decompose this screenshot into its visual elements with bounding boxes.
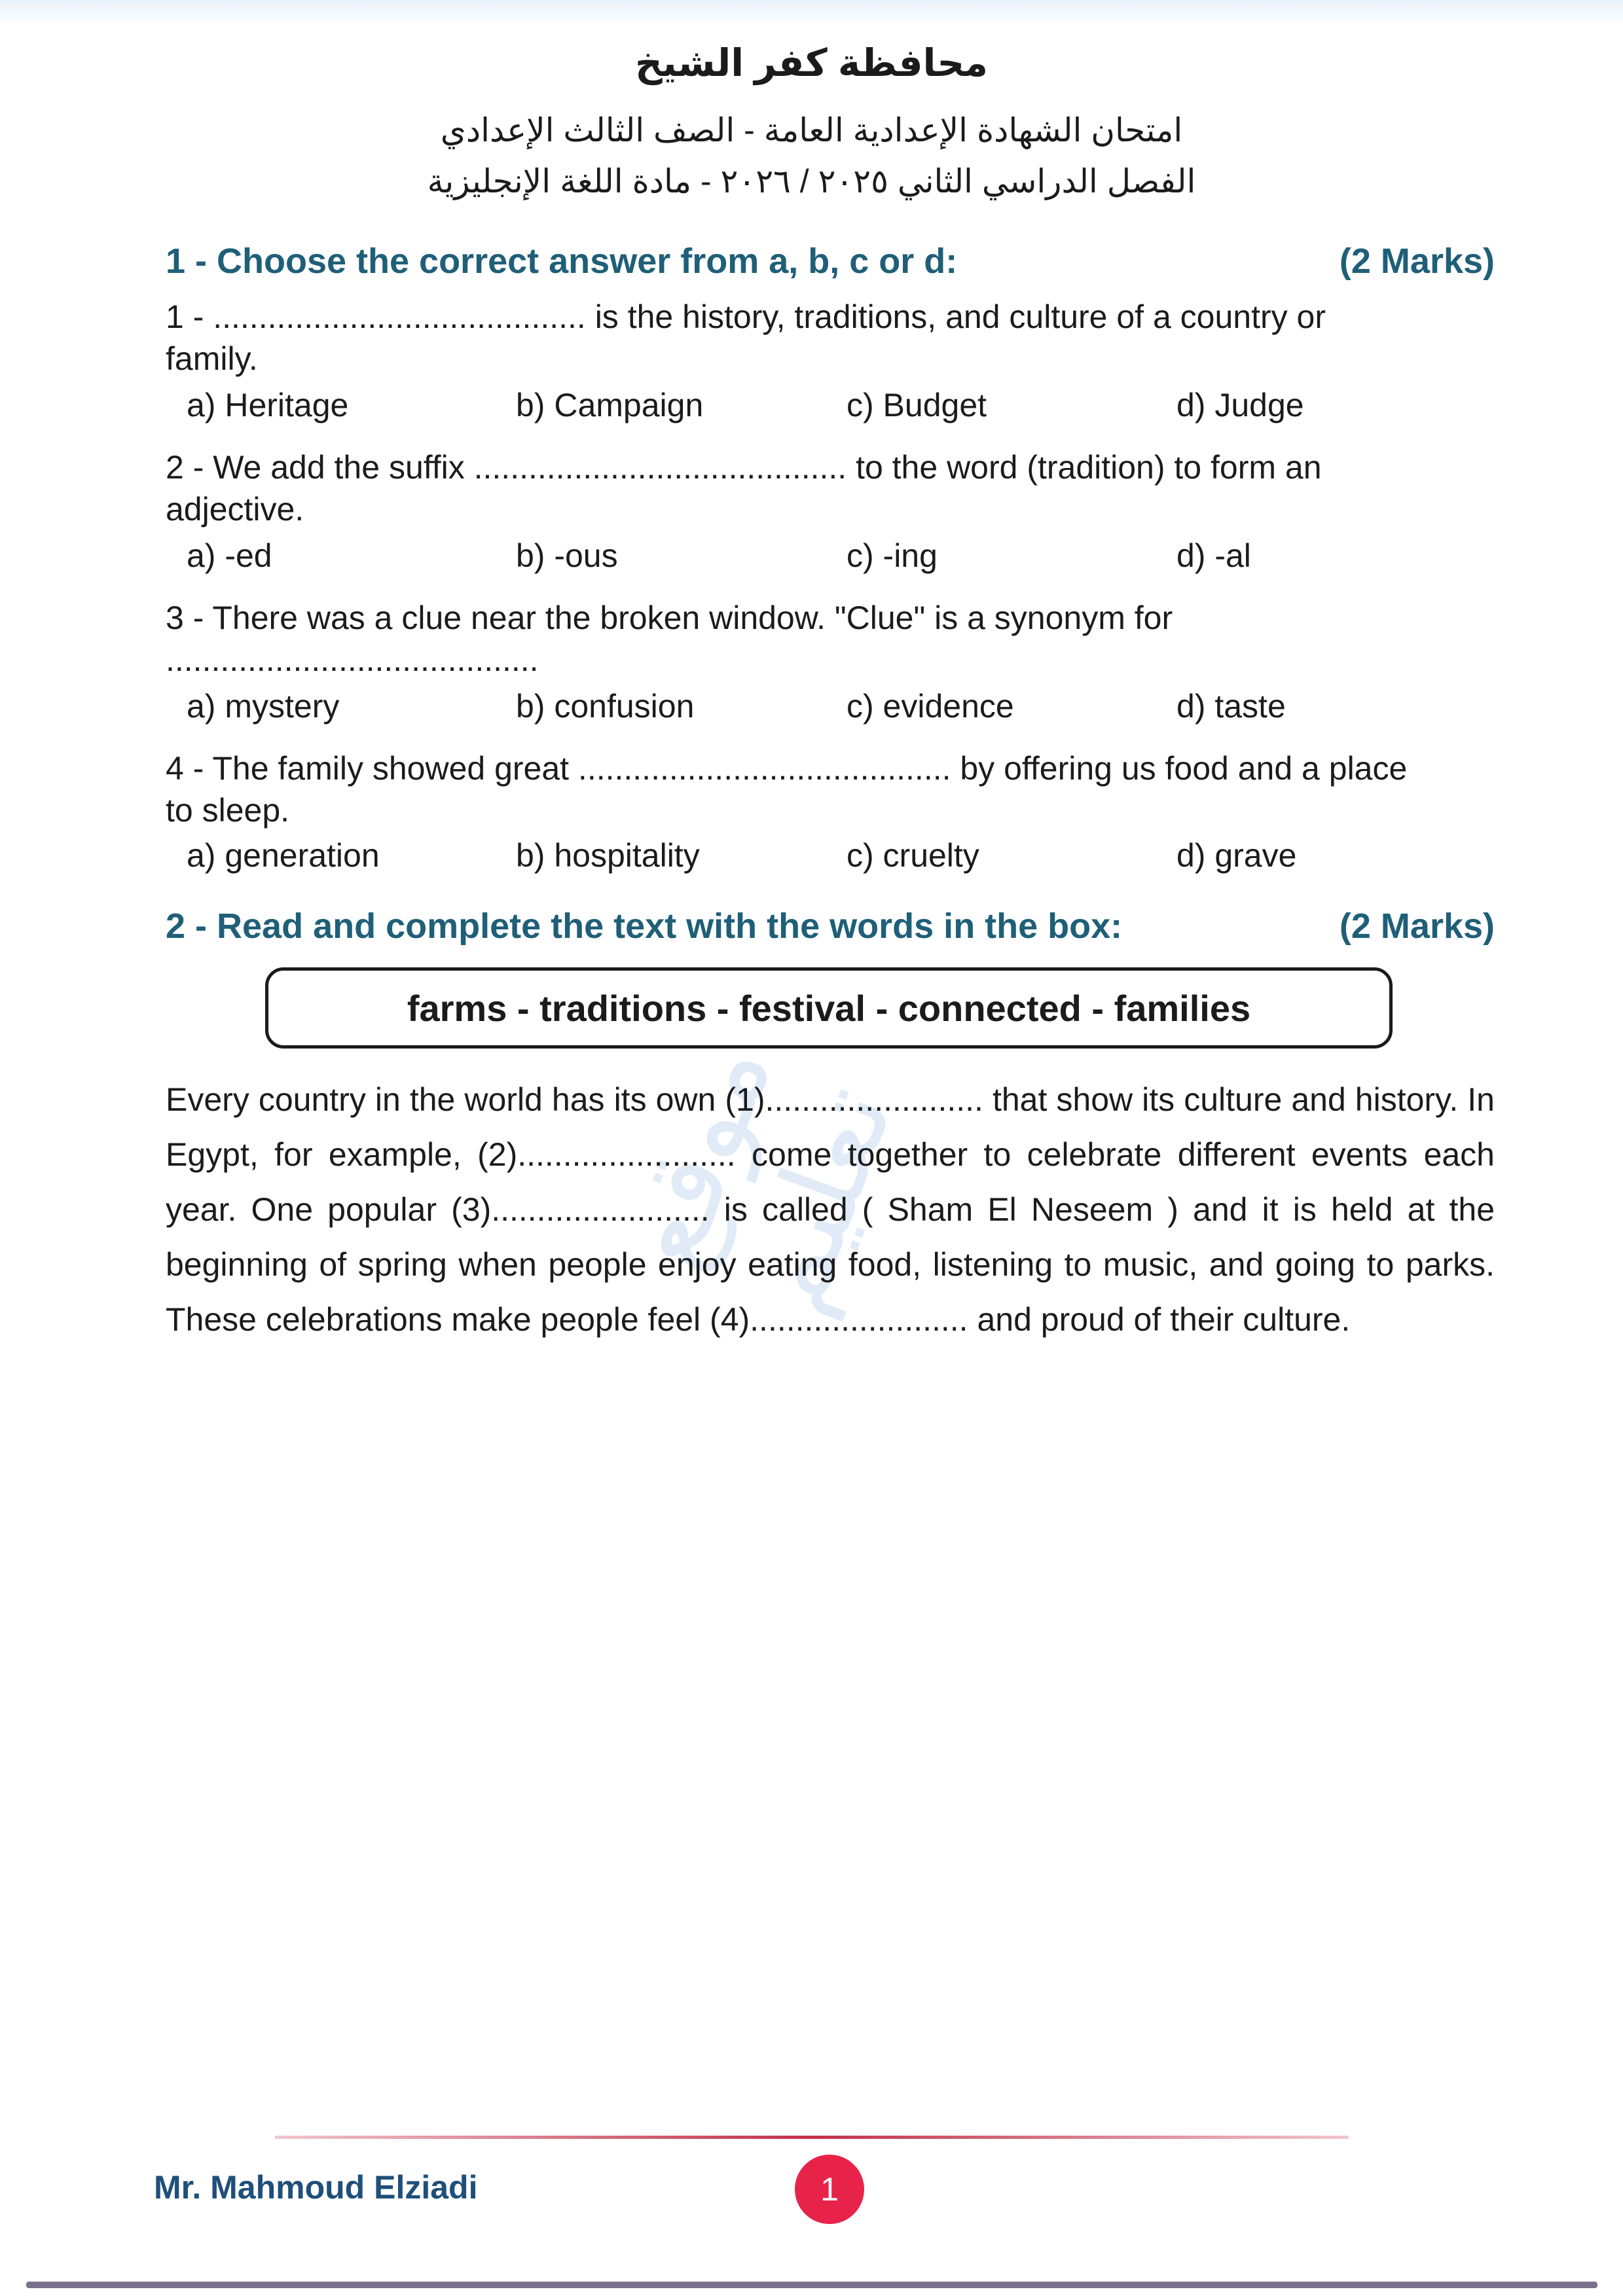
question-1 [166,296,1468,380]
header-governorate: محافظة كفر الشيخ [634,42,989,84]
word-box: farms - traditions - festival - connected - families [265,967,1393,1049]
page-bottom-border [26,2282,1597,2288]
option-c[interactable]: c) Budget [847,387,987,423]
question-2-line1: 2 - We add the suffix ......................................... to the word (tradition) to form an [166,449,1322,486]
option-a[interactable]: a) -ed [187,537,272,574]
option-d[interactable]: d) -al [1176,537,1251,574]
section1-title: 1 - Choose the correct answer from a, b, c or d: [166,242,958,281]
question-4 [166,747,1468,831]
option-d[interactable]: d) taste [1176,688,1286,725]
option-d[interactable]: d) grave [1176,837,1297,874]
option-a[interactable]: a) mystery [187,688,340,725]
option-d[interactable]: d) Judge [1176,387,1304,423]
question-1-line2: family. [166,340,258,377]
section1-marks: (2 Marks) [1339,242,1495,281]
question-3-line2: ......................................... [166,641,539,678]
header-term-subject: الفصل الدراسي الثاني ٢٠٢٥ / ٢٠٢٦ - مادة اللغة الإنجليزية [427,163,1196,200]
section2-title: 2 - Read and complete the text with the words in the box: [166,906,1123,946]
question-4-line1: 4 - The family showed great ......................................... by offering us food and a place [166,750,1408,787]
author-name: Mr. Mahmoud Elziadi [154,2169,478,2206]
footer-divider [275,2136,1349,2139]
option-a[interactable]: a) Heritage [187,387,349,423]
option-c[interactable]: c) evidence [847,688,1014,725]
option-c[interactable]: c) -ing [847,537,938,574]
watermark: موقع تعليم [596,1024,919,1329]
question-3-line1: 3 - There was a clue near the broken window. "Clue" is a synonym for [166,600,1173,636]
question-2 [166,446,1468,530]
option-b[interactable]: b) hospitality [516,837,700,874]
section1-heading [166,241,1495,281]
section2-marks: (2 Marks) [1339,906,1495,946]
option-b[interactable]: b) confusion [516,688,695,725]
passage-text: Every country in the world has its own (1)........................ that show its culture and history. In Egypt, for example, (2)........................ come together to celebrate different events each year. One popular (3)........................ is called ( Sham El Neseem ) and it is held at the beginning of spring when people enjoy eating food, listening to music, and going to parks. These celebrations make people feel (4)........................ and proud of their culture. [166,1081,1495,1338]
option-b[interactable]: b) Campaign [516,387,704,423]
question-3 [166,597,1468,681]
question-1-line1: 1 - ......................................... is the history, traditions, and culture of a country or [166,298,1326,335]
option-a[interactable]: a) generation [187,837,380,874]
header-exam-title: امتحان الشهادة الإعدادية العامة - الصف الثالث الإعدادي [440,112,1183,149]
page-top-border [0,0,1623,26]
section2-heading [166,906,1495,946]
question-2-line2: adjective. [166,491,304,528]
question-4-line2: to sleep. [166,792,290,829]
option-b[interactable]: b) -ous [516,537,618,574]
option-c[interactable]: c) cruelty [847,837,979,874]
page-number-badge: 1 [795,2155,864,2224]
